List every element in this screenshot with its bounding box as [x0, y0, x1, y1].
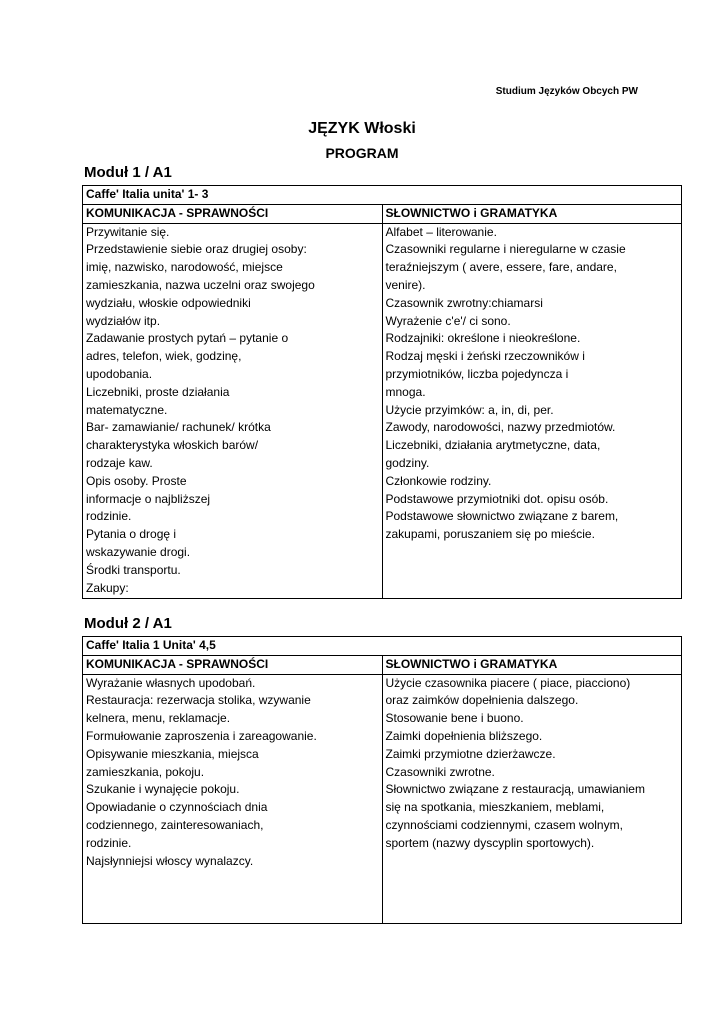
list-item: Użycie przyimków: a, in, di, per.	[385, 402, 554, 417]
list-item: informacje o najbliższej	[86, 491, 211, 506]
list-item: Rodzajniki: określone i nieokreślone.	[385, 331, 581, 346]
list-item: Czasownik zwrotny:chiamarsi	[385, 295, 543, 310]
list-item: zamieszkania, nazwa uczelni oraz swojego	[86, 277, 315, 292]
list-item: godziny.	[385, 455, 430, 470]
list-item: Słownictwo związane z restauracją, umawianiem	[385, 782, 645, 797]
module-2-vocabulary-header: SŁOWNICTWO i GRAMATYKA	[382, 655, 682, 674]
list-item: Przedstawienie siebie oraz drugiej osoby:	[86, 242, 307, 257]
list-item: adres, telefon, wiek, godzinę,	[86, 349, 242, 364]
list-item: kelnera, menu, reklamacje.	[86, 711, 231, 726]
list-item: wydziału, włoskie odpowiedniki	[86, 295, 251, 310]
list-item: Zakupy:	[86, 580, 129, 595]
list-item: Czasowniki zwrotne.	[385, 764, 495, 779]
module-1-communication-cell	[83, 223, 383, 598]
list-item: Opisywanie mieszkania, miejsca	[86, 746, 259, 761]
list-item: Zawody, narodowości, nazwy przedmiotów.	[385, 420, 616, 435]
list-item: Środki transportu.	[86, 562, 181, 577]
list-item: Najsłynniejsi włoscy wynalazcy.	[86, 853, 254, 868]
list-item: charakterystyka włoskich barów/	[86, 438, 259, 453]
module-1-book-title: Caffe' Italia unita' 1- 3	[83, 186, 682, 205]
module-1-vocabulary-header: SŁOWNICTWO i GRAMATYKA	[382, 204, 682, 223]
module-2-table	[82, 636, 682, 924]
list-item: Zaimki przymiotne dzierżawcze.	[385, 746, 556, 761]
list-item: Liczebniki, działania arytmetyczne, data,	[385, 438, 601, 453]
list-item: Opowiadanie o czynnościach dnia	[86, 800, 268, 815]
list-item: rodzinie.	[86, 509, 132, 524]
list-item: oraz zaimków dopełnienia dalszego.	[385, 693, 579, 708]
list-item: rodzaje kaw.	[86, 455, 153, 470]
list-item: Członkowie rodziny.	[385, 473, 492, 488]
list-item: mnoga.	[385, 384, 426, 399]
list-item: wydziałów itp.	[86, 313, 161, 328]
list-item: Czasowniki regularne i nieregularne w czasie	[385, 242, 626, 257]
list-item: imię, nazwisko, narodowość, miejsce	[86, 260, 283, 275]
list-item: Wyrażanie własnych upodobań.	[86, 675, 256, 690]
list-item: codziennego, zainteresowaniach,	[86, 817, 264, 832]
module-1-heading: Moduł 1 / A1	[84, 164, 172, 181]
list-item: zamieszkania, pokoju.	[86, 764, 205, 779]
module-1-communication-header: KOMUNIKACJA - SPRAWNOŚCI	[83, 204, 383, 223]
module-1-vocabulary-cell	[382, 223, 682, 598]
list-item: Rodzaj męski i żeński rzeczowników i	[385, 349, 585, 364]
list-item: Bar- zamawianie/ rachunek/ krótka	[86, 420, 271, 435]
list-item: Zadawanie prostych pytań – pytanie o	[86, 331, 289, 346]
list-item: Użycie czasownika piacere ( piace, piacciono)	[385, 675, 631, 690]
list-item: czynnościami codziennymi, czasem wolnym,	[385, 817, 623, 832]
module-2-vocabulary-cell	[382, 674, 682, 923]
list-item: Podstawowe przymiotniki dot. opisu osób.	[385, 491, 609, 506]
list-item: zakupami, poruszaniem się po mieście.	[385, 527, 595, 542]
module-2-heading: Moduł 2 / A1	[84, 615, 172, 632]
list-item: sportem (nazwy dyscyplin sportowych).	[385, 835, 595, 850]
list-item: wskazywanie drogi.	[86, 544, 191, 559]
list-item: venire).	[385, 277, 426, 292]
module-1-table	[82, 185, 682, 599]
institution-name: Studium Języków Obcych PW	[495, 86, 638, 97]
list-item: przymiotników, liczba pojedyncza i	[385, 366, 569, 381]
list-item: Przywitanie się.	[86, 224, 170, 239]
module-2-communication-header: KOMUNIKACJA - SPRAWNOŚCI	[83, 655, 383, 674]
list-item: Wyrażenie c'e'/ ci sono.	[385, 313, 511, 328]
list-item: Alfabet – literowanie.	[385, 224, 497, 239]
list-item: teraźniejszym ( avere, essere, fare, andare,	[385, 260, 617, 275]
list-item: Zaimki dopełnienia bliższego.	[385, 728, 543, 743]
list-item: Opis osoby. Proste	[86, 473, 187, 488]
list-item: matematyczne.	[86, 402, 168, 417]
list-item: rodzinie.	[86, 835, 132, 850]
list-item: się na spotkania, mieszkaniem, meblami,	[385, 800, 605, 815]
document-subtitle: PROGRAM	[325, 145, 399, 161]
module-2-book-title: Caffe' Italia 1 Unita' 4,5	[83, 637, 682, 656]
list-item: Formułowanie zaproszenia i zareagowanie.	[86, 728, 317, 743]
list-item: upodobania.	[86, 366, 153, 381]
document-title: JĘZYK Włoski	[308, 120, 416, 137]
list-item: Pytania o drogę i	[86, 527, 177, 542]
list-item: Stosowanie bene i buono.	[385, 711, 524, 726]
list-item: Restauracja: rezerwacja stolika, wzywanie	[86, 693, 311, 708]
list-item: Szukanie i wynajęcie pokoju.	[86, 782, 240, 797]
list-item: Liczebniki, proste działania	[86, 384, 230, 399]
module-2-communication-cell	[83, 674, 383, 923]
list-item: Podstawowe słownictwo związane z barem,	[385, 509, 619, 524]
